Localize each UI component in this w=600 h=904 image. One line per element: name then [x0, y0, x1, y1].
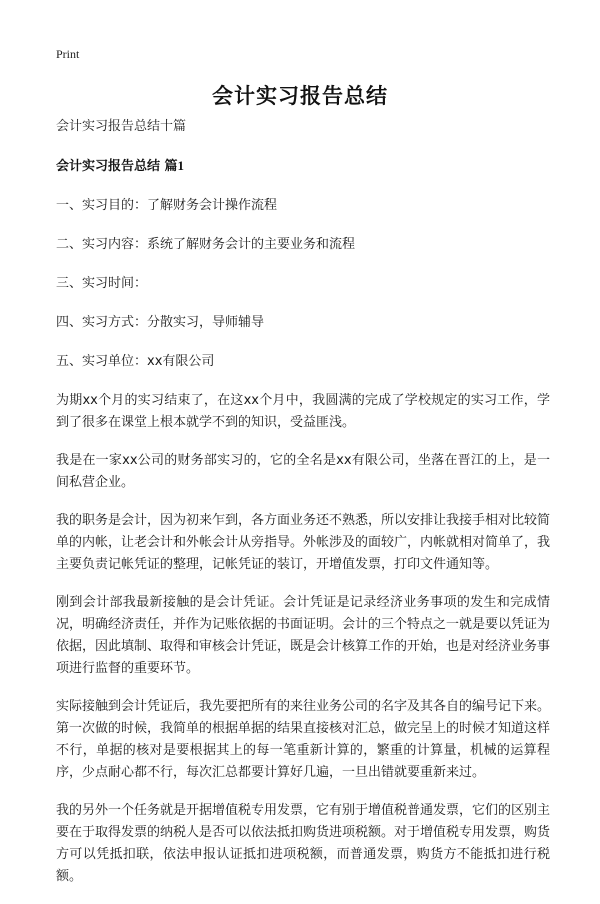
- section-heading-text: 会计实习报告总结 篇: [56, 159, 178, 174]
- document-body: [56, 116, 550, 904]
- paragraph-verification: 实际接触到会计凭证后，我先要把所有的来往业务公司的名字及其各自的编号记下来。第一次做的时候，我简单的根据单据的结果直接核对汇总，做完呈上的时候才知道这样不行，单据的核对是要根据其上的每一笔重新计算的，繁重的计算量，机械的运算程序，少点耐心都不行，每次汇总都要计算好几遍，一旦出错就要重新来过。: [56, 699, 551, 780]
- paragraph-duties: 我的职务是会计，因为初来乍到，各方面业务还不熟悉，所以安排让我接手相对比较简单的内帐，让老会计和外帐会计从旁指导。外帐涉及的面较广，内帐就相对简单了，我主要负责记帐凭证的整理，记帐凭证的装订，开增值发票，打印文件通知等。: [56, 513, 551, 572]
- paragraph-invoices: 我的另外一个任务就是开据增值税专用发票，它有别于增值税普通发票，它们的区别主要在于取得发票的纳税人是否可以依法抵扣购货进项税额。对于增值税专用发票，购货方可以凭抵扣联，依法申报认证抵扣进项税额，而普通发票，购货方不能抵扣进行税额。: [56, 803, 551, 884]
- document-subtitle: 会计实习报告总结十篇: [56, 119, 187, 134]
- print-label: Print: [56, 47, 80, 61]
- list-item-time: 三、实习时间：: [56, 276, 148, 291]
- paragraph-intro: 为期xx个月的实习结束了，在这xx个月中，我圆满的完成了学校规定的实习工作，学到了很多在课堂上根本就学不到的知识，受益匪浅。: [56, 393, 550, 430]
- document-title: 会计实习报告总结: [212, 84, 388, 108]
- list-item-purpose: 一、实习目的：了解财务会计操作流程: [56, 198, 278, 213]
- list-item-method: 四、实习方式：分散实习，导师辅导: [56, 315, 265, 330]
- list-item-unit: 五、实习单位：xx有限公司: [56, 354, 215, 369]
- paragraph-company: 我是在一家xx公司的财务部实习的，它的全名是xx有限公司，坐落在晋江的上，是一间私营企业。: [56, 453, 550, 490]
- section-heading: [56, 155, 550, 178]
- section-heading-number: 1: [177, 158, 185, 173]
- list-item-content: 二、实习内容：系统了解财务会计的主要业务和流程: [56, 237, 356, 252]
- paragraph-vouchers: 刚到会计部我最新接触的是会计凭证。会计凭证是记录经济业务事项的发生和完成情况，明确经济责任，并作为记账依据的书面证明。会计的三个特点之一就是要以凭证为依据，因此填制、取得和审核会计凭证，既是会计核算工作的开始，也是对经济业务事项进行监督的重要环节。: [56, 595, 551, 676]
